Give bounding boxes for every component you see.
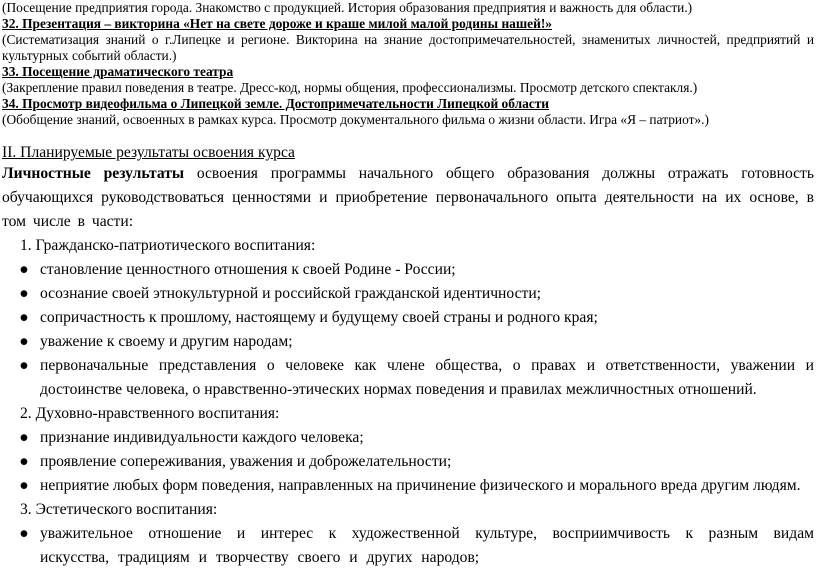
section-intro <box>2 162 814 234</box>
list-item <box>2 258 814 282</box>
list-item-text: осознание своей этнокультурной и российской гражданской идентичности; <box>40 285 542 302</box>
activity-32-description: (Систематизация знаний о г.Липецке и регионе. Викторина на знание достопримечательностей, знаменитых личностей, предприятий и культурных событий области.) <box>2 32 814 63</box>
list-item-text: становление ценностного отношения к своей Родине - России; <box>40 261 456 278</box>
activity-34-description: (Обобщение знаний, освоенных в рамках курса. Просмотр документального фильма о жизни области. Игра «Я – патриот».) <box>2 112 709 127</box>
activity-31-description: (Посещение предприятия города. Знакомство с продукцией. История образования предприятия и важность для области.) <box>2 0 693 15</box>
bullet-icon: ● <box>19 333 29 350</box>
section-title: II. Планируемые результаты освоения курса <box>2 144 295 161</box>
list-item <box>2 450 814 474</box>
activity-32-heading: 32. Презентация – викторина «Нет на свете дороже и краше милой малой родины нашей!» <box>2 16 552 31</box>
group-title: 2. Духовно-нравственного воспитания: <box>20 405 280 422</box>
list-item-text: проявление сопереживания, уважения и доброжелательности; <box>40 453 452 470</box>
list-item <box>2 426 814 450</box>
intro-text: освоения программы начального общего образования должны отражать готовность обучающихся руководствоваться ценностями и приобретение первоначального опыта деятельности на их основе, в том числе в части: <box>2 165 814 230</box>
list-item <box>2 474 814 498</box>
bullet-icon: ● <box>19 261 29 278</box>
list-item <box>2 354 814 402</box>
list-item-text: сопричастность к прошлому, настоящему и будущему своей страны и родного края; <box>40 309 598 326</box>
activity-33-heading: 33. Посещение драматического театра <box>2 64 234 79</box>
list-item-text: неприятие любых форм поведения, направленных на причинение физического и морального вреда другим людям. <box>40 477 801 494</box>
list-item <box>2 282 814 306</box>
intro-bold-term: Личностные результаты <box>2 165 185 182</box>
list-item-text: уважительное отношение и интерес к художественной культуре, восприимчивость к разным видам искусства, традициям и творчеству своего и других народов; <box>40 525 814 566</box>
bullet-icon: ● <box>19 429 29 446</box>
bullet-icon: ● <box>19 477 29 494</box>
bullet-icon: ● <box>19 525 29 542</box>
bullet-icon: ● <box>19 453 29 470</box>
activity-33-description: (Закрепление правил поведения в театре. Дресс-код, нормы общения, профессионализмы. Просмотр детского спектакля.) <box>2 80 698 95</box>
list-item <box>2 330 814 354</box>
group-title: 3. Эстетического воспитания: <box>20 501 218 518</box>
bullet-icon: ● <box>19 357 29 374</box>
list-item <box>2 522 814 570</box>
bullet-icon: ● <box>19 309 29 326</box>
list-item-text: первоначальные представления о человеке как члене общества, о правах и ответственности, уважении и достоинстве человека, о нравственно-этических нормах поведения и правилах межличностных отношений. <box>40 357 814 398</box>
group-title: 1. Гражданско-патриотического воспитания: <box>20 237 316 254</box>
list-item-text: признание индивидуальности каждого человека; <box>40 429 364 446</box>
bullet-icon: ● <box>19 285 29 302</box>
list-item-text: уважение к своему и другим народам; <box>40 333 293 350</box>
list-item <box>2 306 814 330</box>
activity-34-heading: 34. Просмотр видеофильма о Липецкой земле. Достопримечательности Липецкой области <box>2 96 550 111</box>
